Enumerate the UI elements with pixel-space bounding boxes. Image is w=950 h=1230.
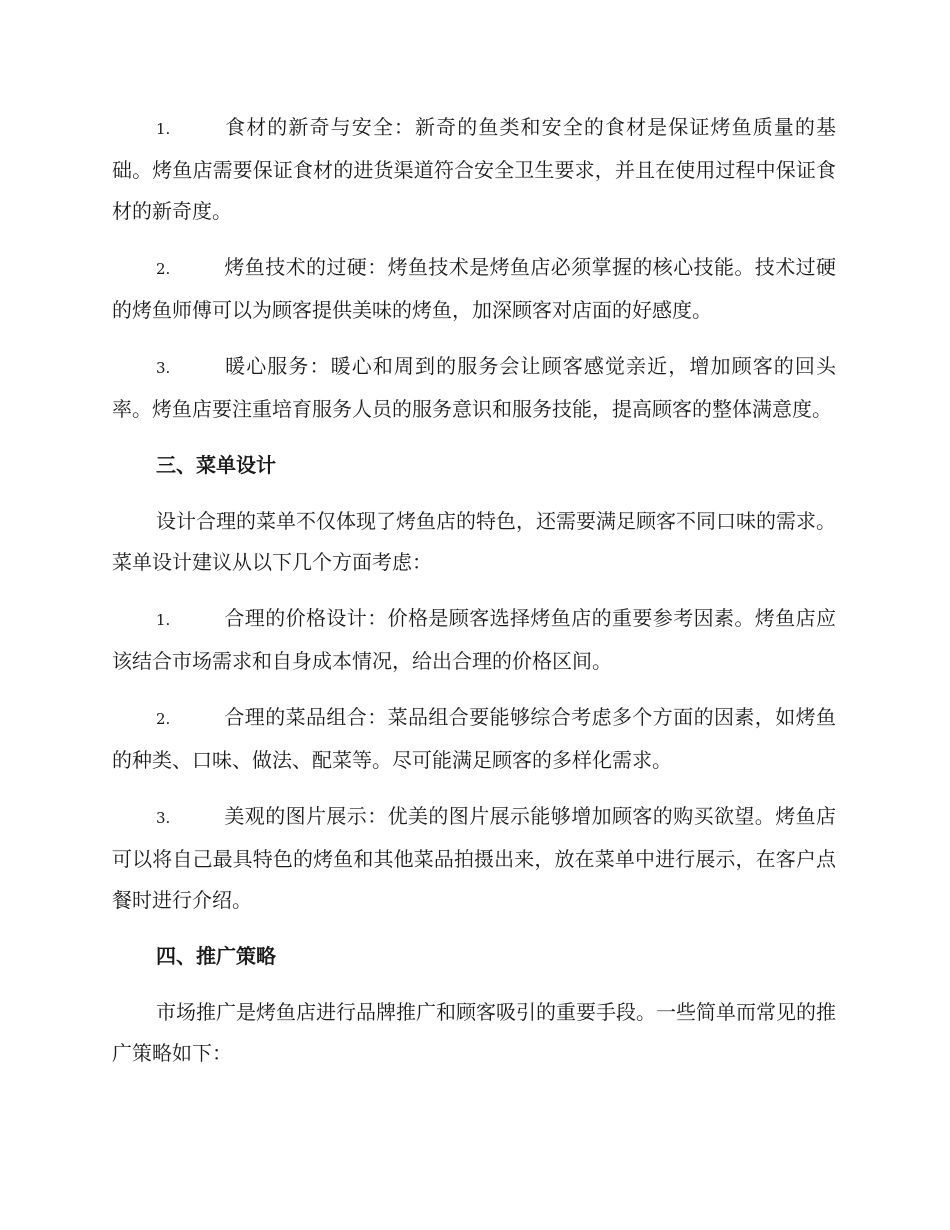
list-item-number: 2.	[156, 260, 171, 278]
list-item-number: 3.	[156, 359, 171, 377]
list-item	[112, 796, 836, 921]
list-item-number: 1.	[156, 611, 171, 629]
list-item-text: 食材的新奇与安全：新奇的鱼类和安全的食材是保证烤鱼质量的基础。烤鱼店需要保证食材的进货渠道符合安全卫生要求，并且在使用过程中保证食材的新奇度。	[112, 115, 836, 223]
list-item-number: 2.	[156, 710, 171, 728]
list-item-text: 美观的图片展示：优美的图片展示能够增加顾客的购买欲望。烤鱼店可以将自己最具特色的烤鱼和其他菜品拍摄出来，放在菜单中进行展示，在客户点餐时进行介绍。	[112, 804, 836, 912]
list-item-text: 暖心服务：暖心和周到的服务会让顾客感觉亲近，增加顾客的回头率。烤鱼店要注重培育服务人员的服务意识和服务技能，提高顾客的整体满意度。	[112, 354, 836, 421]
list-item-number: 3.	[156, 809, 171, 827]
list-item-text: 合理的价格设计：价格是顾客选择烤鱼店的重要参考因素。烤鱼店应该结合市场需求和自身成本情况，给出合理的价格区间。	[112, 606, 836, 673]
list-item	[112, 697, 836, 781]
document-body	[112, 107, 836, 1089]
list-item-text: 烤鱼技术的过硬：烤鱼技术是烤鱼店必须掌握的核心技能。技术过硬的烤鱼师傅可以为顾客提供美味的烤鱼，加深顾客对店面的好感度。	[112, 255, 836, 322]
section-heading-menu: 三、菜单设计	[156, 453, 276, 477]
paragraph-menu-intro: 设计合理的菜单不仅体现了烤鱼店的特色，还需要满足顾客不同口味的需求。菜单设计建议从以下几个方面考虑：	[112, 509, 836, 574]
list-item	[112, 598, 836, 682]
list-item	[112, 247, 836, 331]
list-item-number: 1.	[156, 120, 171, 138]
list-item	[112, 107, 836, 232]
list-item-text: 合理的菜品组合：菜品组合要能够综合考虑多个方面的因素，如烤鱼的种类、口味、做法、配菜等。尽可能满足顾客的多样化需求。	[112, 705, 836, 772]
section-heading-promotion: 四、推广策略	[156, 944, 276, 968]
paragraph-promotion-intro: 市场推广是烤鱼店进行品牌推广和顾客吸引的重要手段。一些简单而常见的推广策略如下：	[112, 1000, 836, 1065]
list-item	[112, 346, 836, 430]
